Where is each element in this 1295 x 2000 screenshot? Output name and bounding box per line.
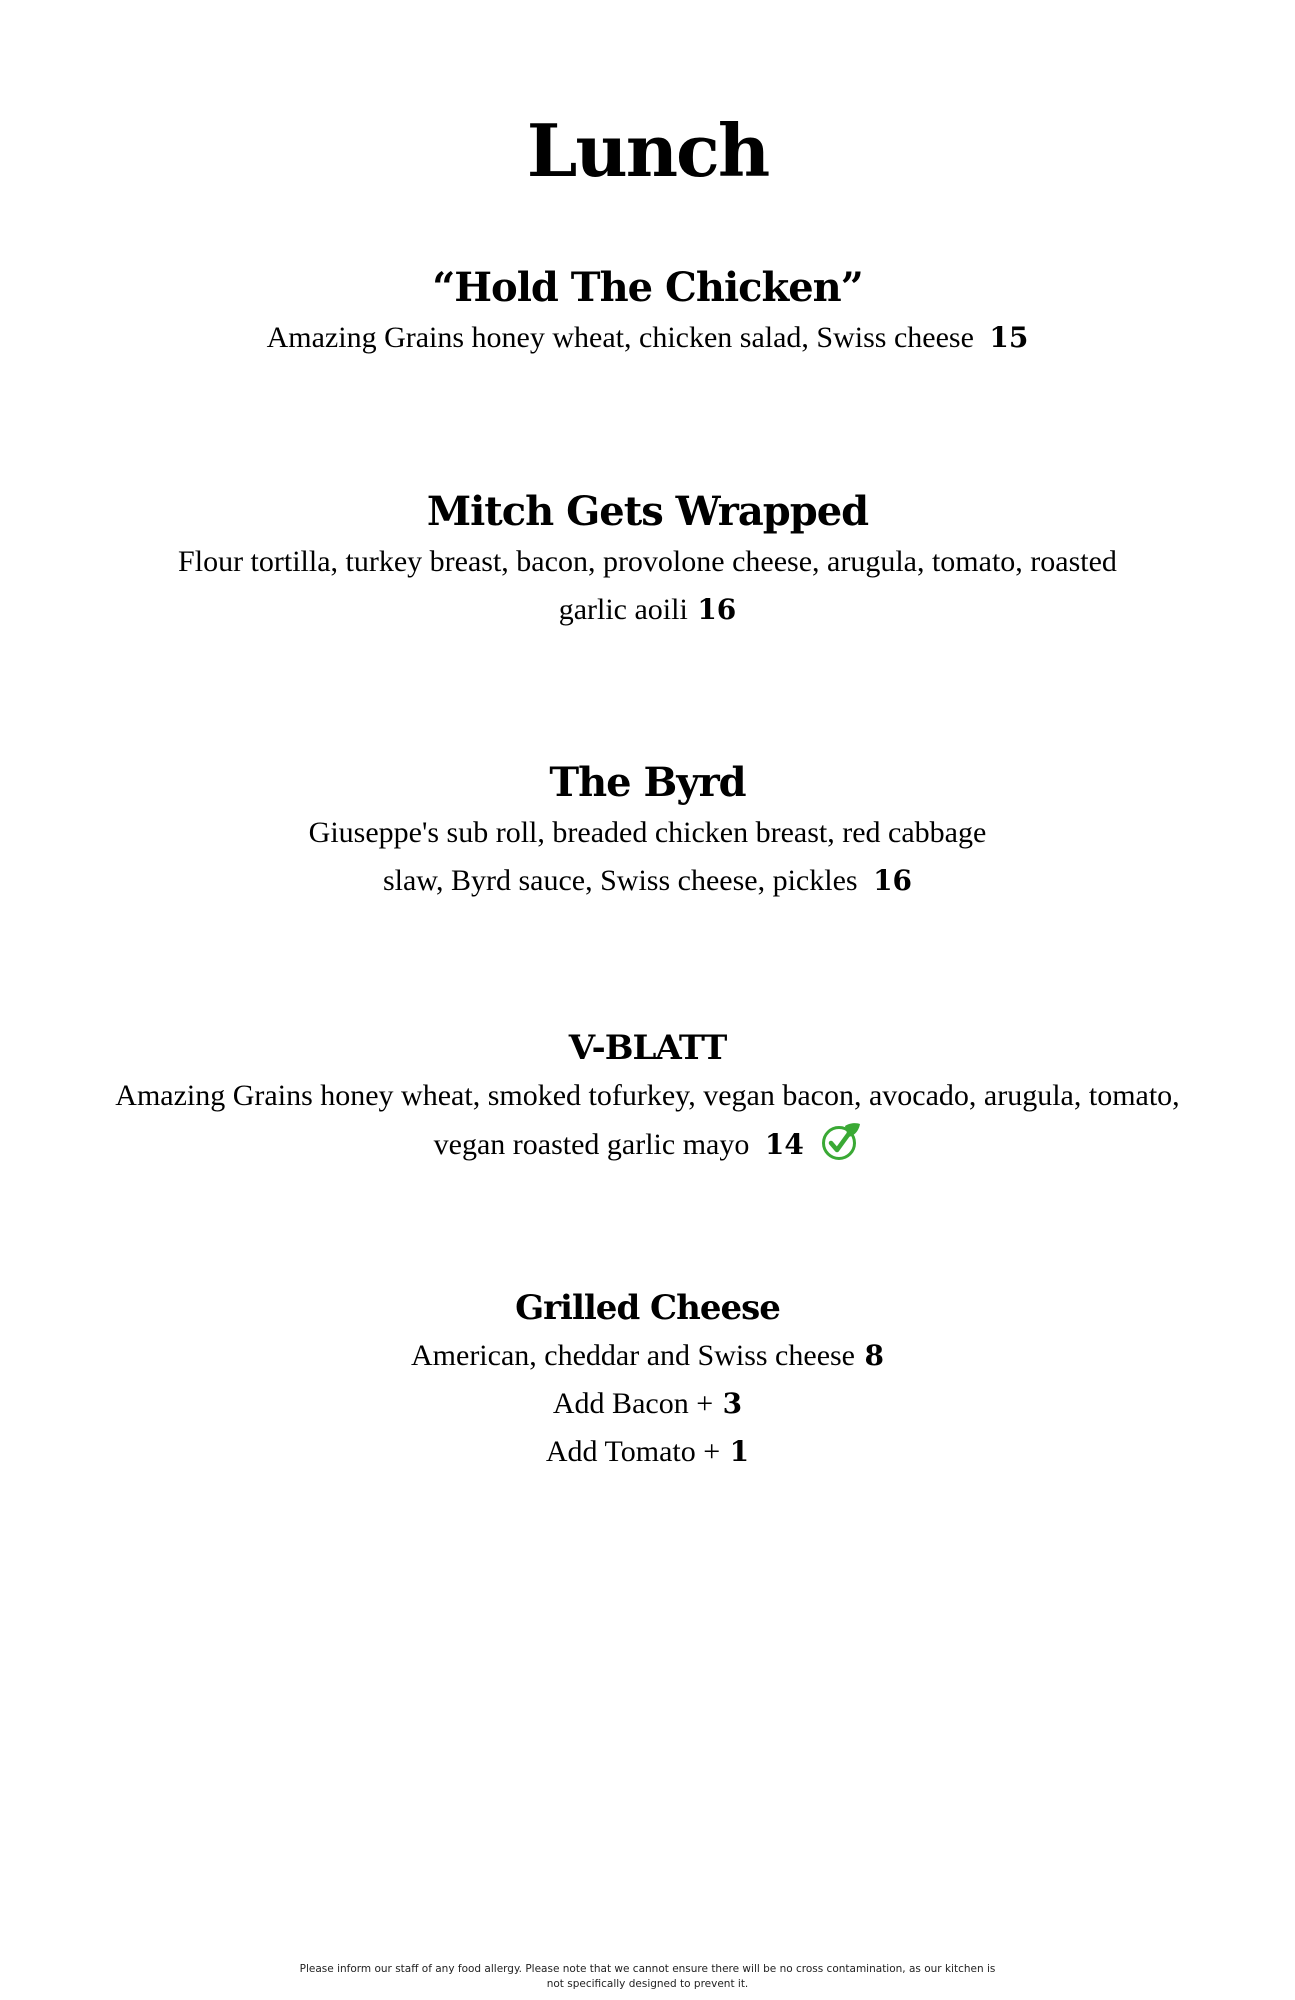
menu-item-price: 16 xyxy=(873,864,913,897)
addon-price: 1 xyxy=(729,1435,750,1468)
allergy-notice xyxy=(0,1962,1295,1992)
vegan-check-leaf-icon xyxy=(819,1120,861,1162)
addon-price: 3 xyxy=(722,1387,743,1420)
menu-item-name: Grilled Cheese xyxy=(515,1288,780,1328)
menu-item xyxy=(0,757,1295,905)
description-line: slaw, Byrd sauce, Swiss cheese, pickles xyxy=(382,864,858,897)
allergy-notice-line: Please inform our staff of any food allergy. Please note that we cannot ensure there will be no cross contamination, as our kitchen is xyxy=(299,1963,996,1975)
menu-item-price: 15 xyxy=(989,321,1029,354)
description-line: American, cheddar and Swiss cheese xyxy=(411,1339,855,1372)
description-line: garlic aoili xyxy=(558,593,688,626)
description-line: Amazing Grains honey wheat, smoked tofurkey, vegan bacon, avocado, arugula, tomato, xyxy=(115,1079,1180,1112)
addon-label: Add Bacon + xyxy=(552,1387,714,1420)
description-line: Amazing Grains honey wheat, chicken salad, Swiss cheese xyxy=(266,321,974,354)
menu-item-name: The Byrd xyxy=(549,759,746,806)
allergy-notice-line: not specifically designed to prevent it. xyxy=(546,1978,749,1990)
menu-item-price: 16 xyxy=(697,593,737,626)
menu-item-name: V-BLATT xyxy=(568,1028,727,1068)
menu-item-name: Mitch Gets Wrapped xyxy=(426,488,869,535)
menu-item-description xyxy=(0,314,1295,362)
menu-item-description xyxy=(0,1332,1295,1476)
menu-item-price: 14 xyxy=(764,1128,804,1161)
menu-item-description xyxy=(0,1072,1295,1169)
menu-item-price: 8 xyxy=(864,1339,884,1372)
menu-item-description xyxy=(0,538,1295,634)
description-line: Giuseppe's sub roll, breaded chicken breast, red cabbage xyxy=(308,816,987,849)
page-title: Lunch xyxy=(526,108,769,194)
addon-line xyxy=(0,1380,1295,1428)
menu-item xyxy=(0,1024,1295,1169)
menu-item xyxy=(0,486,1295,634)
menu-item-description xyxy=(0,809,1295,905)
menu-item xyxy=(0,1284,1295,1476)
description-line: Flour tortilla, turkey breast, bacon, provolone cheese, arugula, tomato, roasted xyxy=(178,545,1117,578)
menu-item-name: “Hold The Chicken” xyxy=(432,264,863,311)
menu-item xyxy=(0,262,1295,362)
addon-line xyxy=(0,1428,1295,1476)
description-line: vegan roasted garlic mayo xyxy=(433,1128,750,1161)
addon-label: Add Tomato + xyxy=(545,1435,721,1468)
